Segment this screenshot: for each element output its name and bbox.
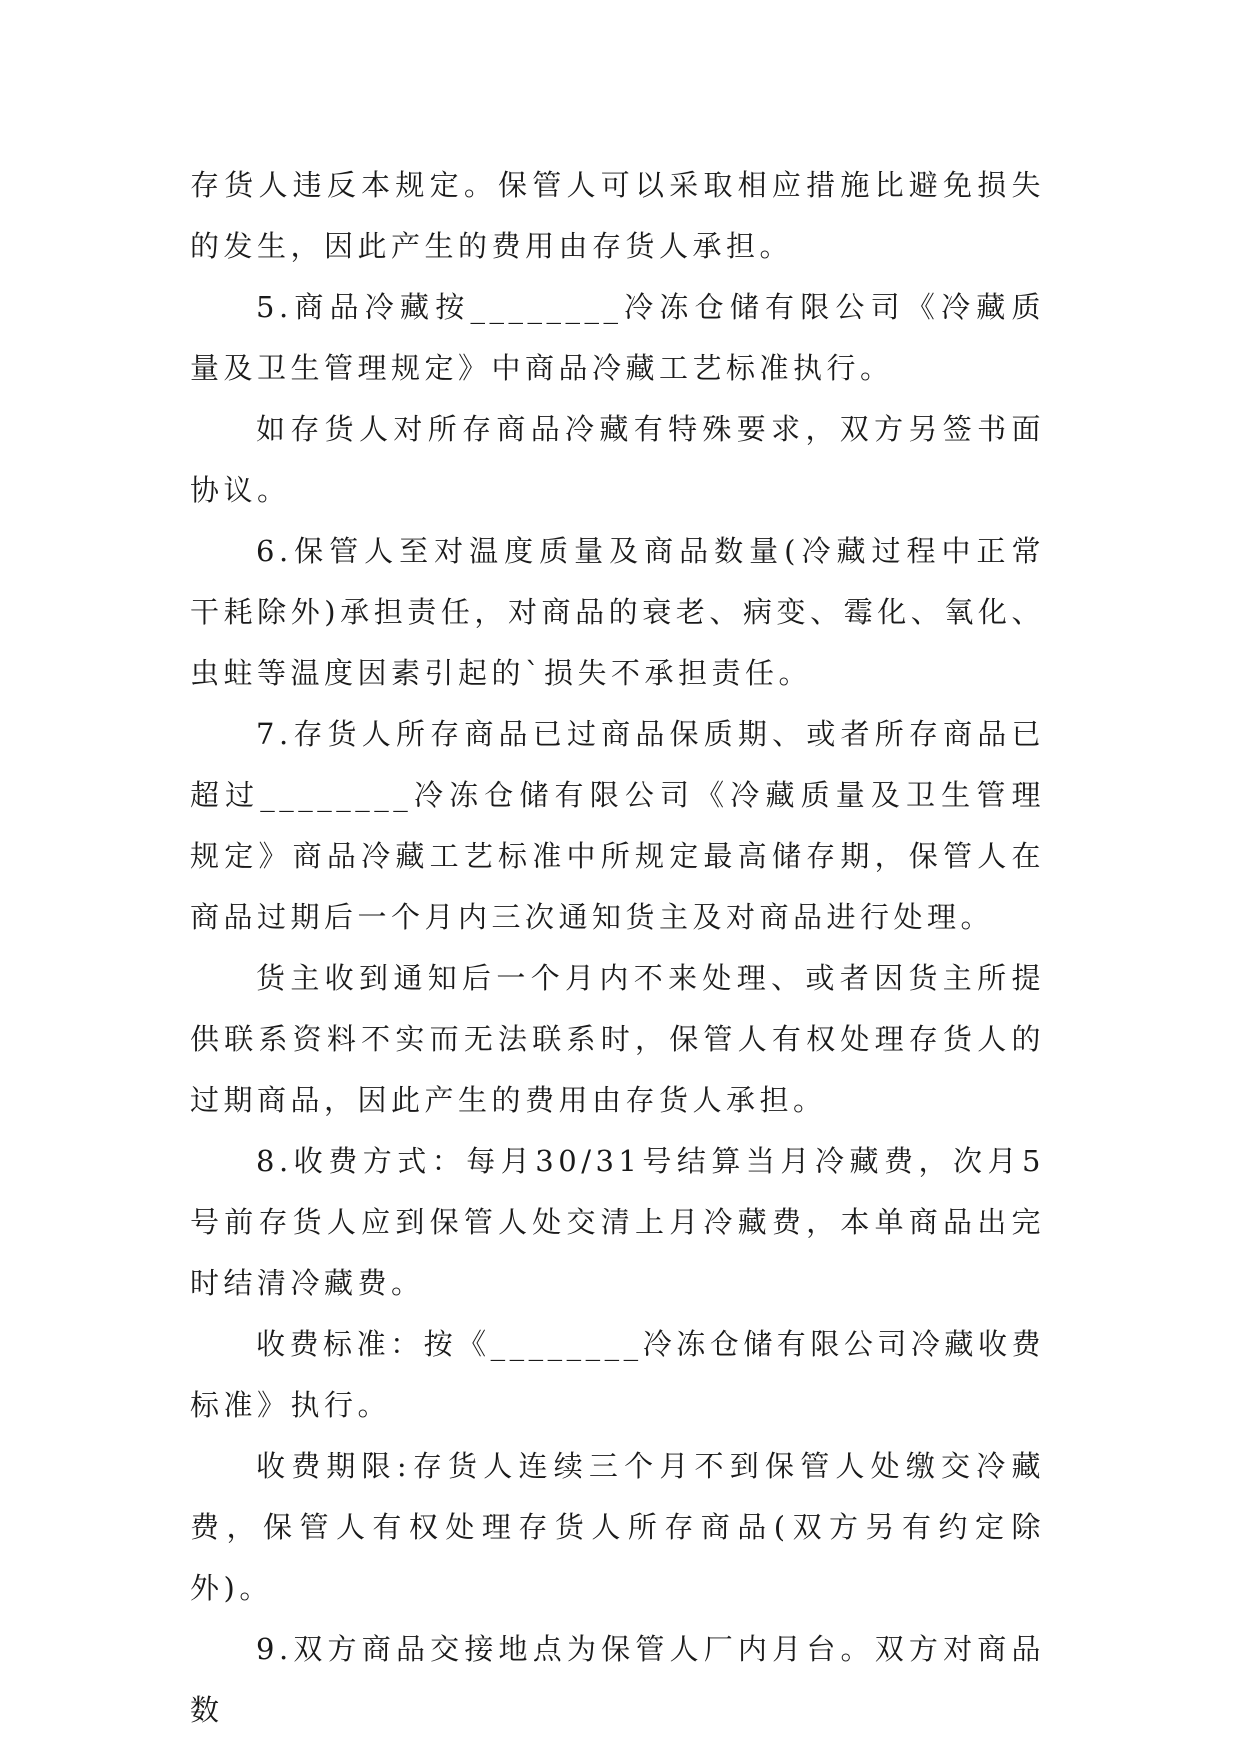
paragraph-5: 7.存货人所存商品已过商品保质期、或者所存商品已超过________冷冻仓储有限公司《冷藏质量及卫生管理规定》商品冷藏工艺标准中所规定最高储存期，保管人在商品过期后一个月内三次通知货主及对商品进行处理。: [190, 717, 1045, 934]
paragraph-4: 6.保管人至对温度质量及商品数量(冷藏过程中正常干耗除外)承担责任，对商品的衰老、病变、霉化、氧化、虫蛀等温度因素引起的`损失不承担责任。: [190, 534, 1045, 690]
paragraph-7: 8.收费方式：每月30/31号结算当月冷藏费，次月5号前存货人应到保管人处交清上月冷藏费，本单商品出完时结清冷藏费。: [190, 1144, 1045, 1300]
document-page: [190, 155, 1045, 1741]
paragraph-3: 如存货人对所存商品冷藏有特殊要求，双方另签书面协议。: [190, 412, 1045, 507]
paragraph-8: 收费标准：按《________冷冻仓储有限公司冷藏收费标准》执行。: [190, 1327, 1045, 1422]
paragraph-6: 货主收到通知后一个月内不来处理、或者因货主所提供联系资料不实而无法联系时，保管人有权处理存货人的过期商品，因此产生的费用由存货人承担。: [190, 961, 1045, 1117]
paragraph-1: 存货人违反本规定。保管人可以采取相应措施比避免损失的发生，因此产生的费用由存货人承担。: [190, 168, 1045, 263]
paragraph-2: 5.商品冷藏按________冷冻仓储有限公司《冷藏质量及卫生管理规定》中商品冷藏工艺标准执行。: [190, 290, 1045, 385]
paragraph-10: 9.双方商品交接地点为保管人厂内月台。双方对商品数: [190, 1632, 1045, 1727]
paragraph-9: 收费期限:存货人连续三个月不到保管人处缴交冷藏费，保管人有权处理存货人所存商品(双方另有约定除外)。: [190, 1449, 1045, 1605]
